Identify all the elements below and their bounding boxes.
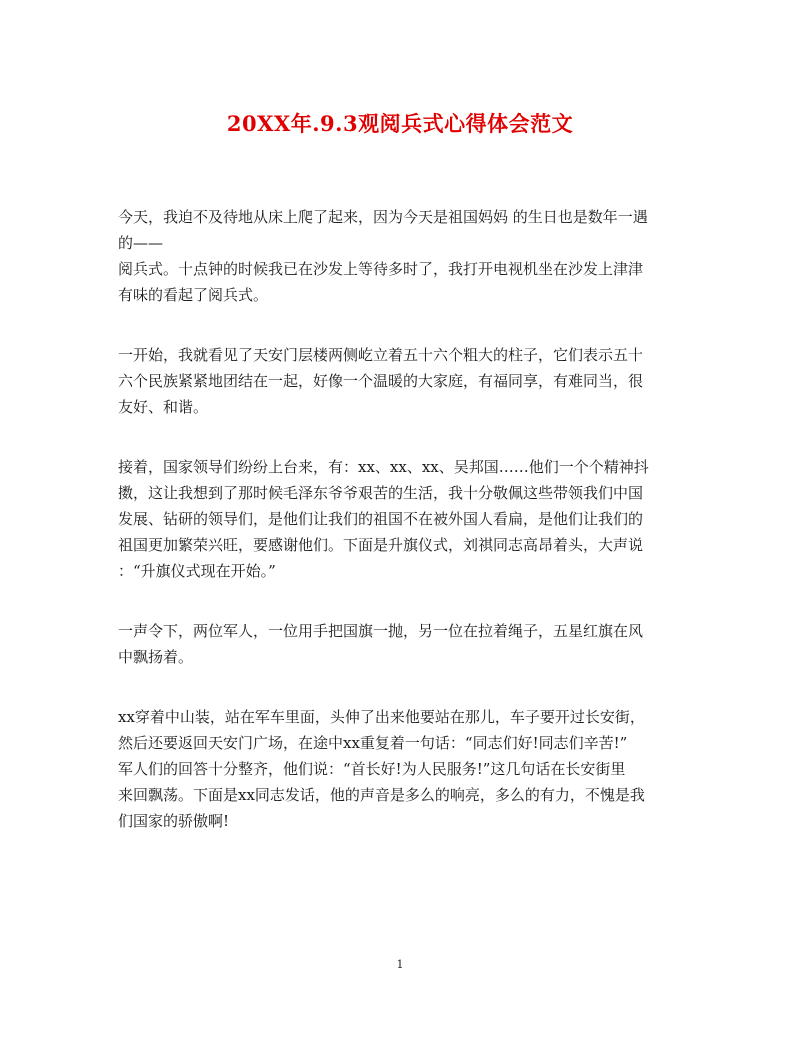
text-line: ：“升旗仪式现在开始。”	[118, 562, 276, 580]
text-line: 的——	[118, 234, 164, 252]
text-line: 祖国更加繁荣兴旺，要感谢他们。下面是升旗仪式，刘祺同志高昂着头，大声说	[118, 536, 644, 554]
text-line: 擞，这让我想到了那时候毛泽东爷爷艰苦的生活，我十分敬佩这些带领我们中国	[118, 484, 644, 502]
text-line: 一开始，我就看见了天安门层楼两侧屹立着五十六个粗大的柱子，它们表示五十	[118, 346, 644, 364]
text-line: 今天，我迫不及待地从床上爬了起来，因为今天是祖国妈妈 的生日也是数年一遇	[118, 208, 648, 226]
text-line: 然后还要返回天安门广场，在途中xx重复着一句话：“同志们好!同志们辛苦!”	[118, 734, 628, 752]
text-line: 中飘扬着。	[118, 648, 194, 666]
document-title: 20XX年.9.3观阅兵式心得体会范文	[226, 111, 574, 136]
text-line: 们国家的骄傲啊!	[118, 812, 230, 830]
text-line: 一声令下，两位军人，一位用手把国旗一抛，另一位在拉着绳子，五星红旗在风	[118, 622, 644, 640]
paragraph	[118, 454, 678, 584]
text-line: 阅兵式。十点钟的时候我已在沙发上等待多时了，我打开电视机坐在沙发上津津	[118, 260, 644, 278]
text-line: 军人们的回答十分整齐，他们说：“首长好!为人民服务!”这几句话在长安街里	[118, 760, 626, 778]
text-line: 来回飘荡。下面是xx同志发话，他的声音是多么的响亮，多么的有力，不愧是我	[118, 786, 645, 804]
paragraph	[118, 704, 678, 834]
text-line: xx穿着中山装，站在军车里面，头伸了出来他要站在那儿，车子要开过长安街，	[118, 708, 645, 726]
text-line: 接着，国家领导们纷纷上台来，有：xx、xx、xx、吴邦国……他们一个个精神抖	[118, 458, 649, 476]
paragraph	[118, 618, 678, 670]
paragraph	[118, 342, 678, 420]
text-line: 发展、钻研的领导们，是他们让我们的祖国不在被外国人看扁，是他们让我们的	[118, 510, 644, 528]
text-line: 有味的看起了阅兵式。	[118, 286, 269, 304]
text-line: 友好、和谐。	[118, 398, 209, 416]
paragraph	[118, 204, 678, 308]
text-line: 六个民族紧紧地团结在一起，好像一个温暖的大家庭，有福同享，有难同当，很	[118, 372, 644, 390]
page-number: 1	[396, 958, 404, 971]
document-body	[118, 204, 678, 834]
